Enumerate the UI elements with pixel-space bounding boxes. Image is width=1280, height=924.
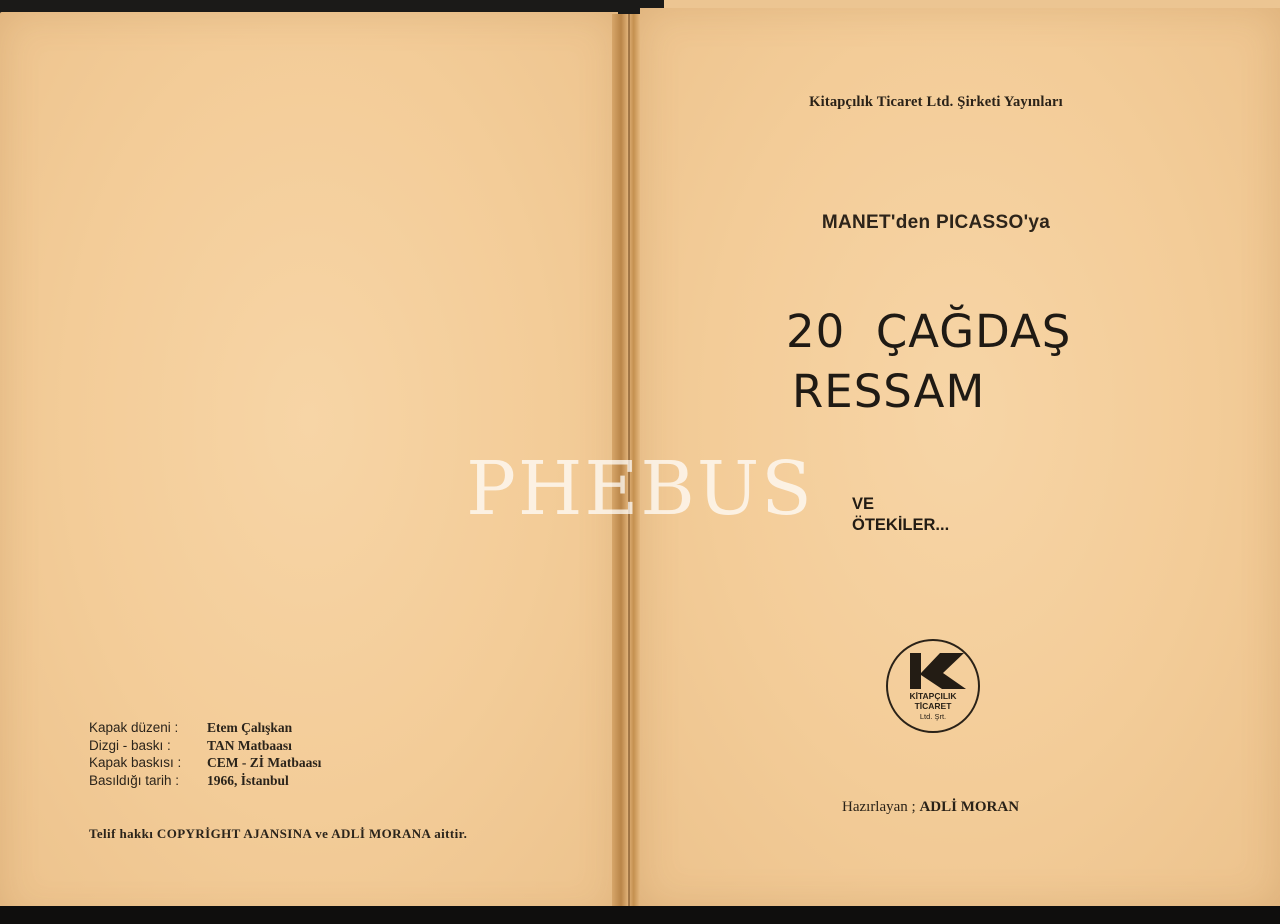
- prepared-by: [842, 799, 1019, 816]
- credit-label: Kapak baskısı :: [89, 755, 182, 770]
- logo-text-3: Ltd. Şrt.: [919, 712, 947, 721]
- bottom-shadow: [0, 906, 1280, 924]
- credit-value: CEM - Zİ Matbaası: [207, 755, 322, 770]
- title-line-2: RESSAM: [792, 365, 986, 418]
- credit-row: [89, 754, 321, 772]
- credit-value: Etem Çalışkan: [207, 720, 293, 735]
- ve-otekiler: [852, 494, 949, 536]
- ve-line-2: ÖTEKİLER...: [852, 516, 950, 534]
- credit-label: Basıldığı tarih :: [89, 772, 180, 788]
- logo-text-1: KİTAPÇILIK: [909, 691, 957, 701]
- copyright-notice: Telif hakkı COPYRİGHT AJANSINA ve ADLİ MORANA aittir.: [89, 826, 468, 841]
- book-title: [786, 302, 1166, 422]
- prepared-label: Hazırlayan ;: [842, 799, 916, 815]
- credit-row: [89, 719, 321, 737]
- credit-value: 1966, İstanbul: [207, 772, 289, 788]
- logo-text-2: TİCARET: [914, 701, 952, 711]
- author-name: ADLİ MORAN: [919, 799, 1020, 815]
- title-line-1: 20 ÇAĞDAŞ: [786, 305, 1072, 358]
- credit-label: Dizgi - baskı :: [89, 737, 171, 753]
- credits-block: [89, 719, 321, 789]
- credit-value: TAN Matbaası: [207, 737, 292, 753]
- publisher-line: Kitapçılık Ticaret Ltd. Şirketi Yayınları: [809, 94, 1063, 110]
- credit-row: [89, 737, 321, 755]
- credit-label: Kapak düzeni :: [89, 720, 179, 735]
- k-emblem-icon: [910, 653, 966, 689]
- publisher-logo: [884, 637, 982, 735]
- credit-row: [89, 772, 321, 790]
- book-subtitle: MANET'den PICASSO'ya: [821, 212, 1051, 233]
- ve-line-1: VE: [852, 495, 875, 513]
- watermark: PHEBUS: [466, 446, 814, 532]
